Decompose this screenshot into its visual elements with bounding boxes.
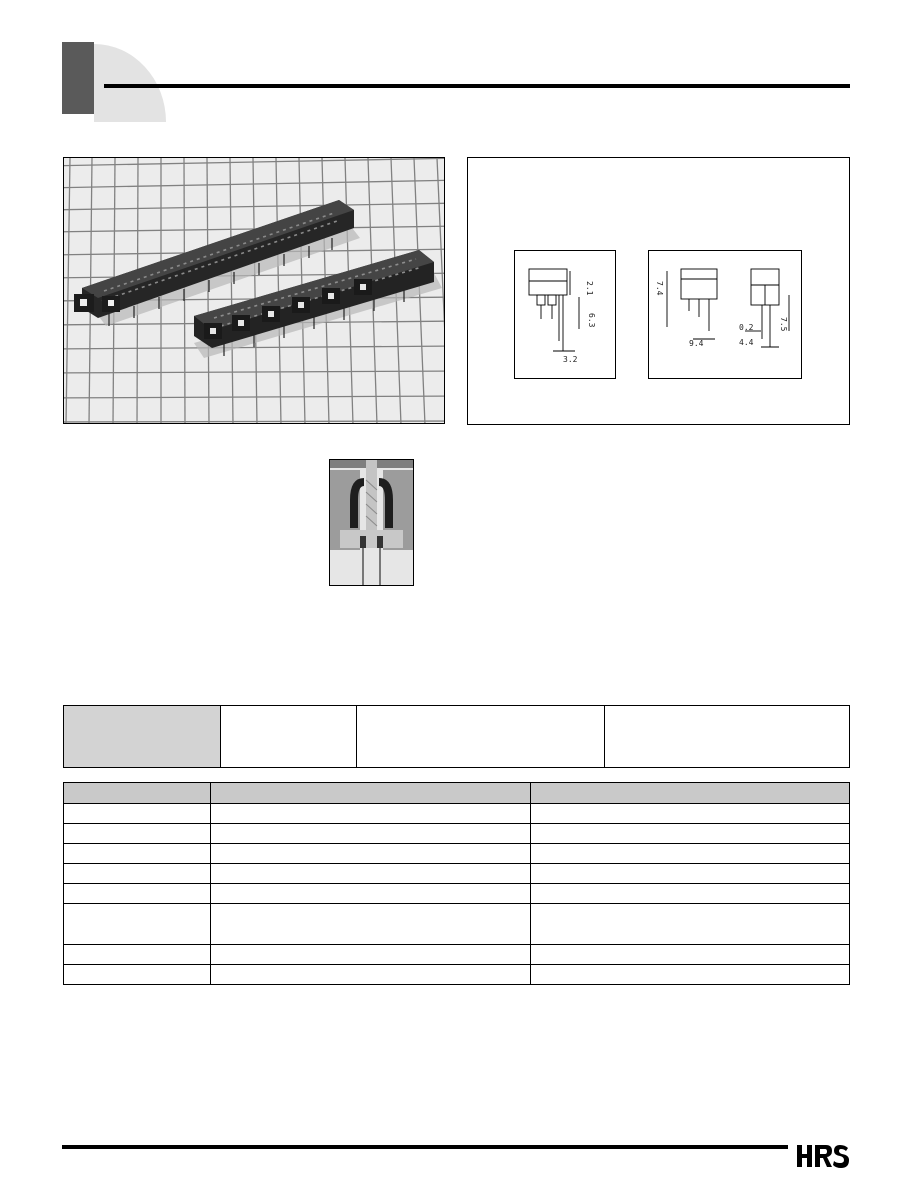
table-row [64,844,850,864]
table-cell [531,864,850,884]
table-cell [64,864,211,884]
contact-cross-section-photo [329,459,414,586]
column-header [64,783,211,804]
table-row [64,965,850,985]
table-cell [64,904,211,945]
table-cell [531,824,850,844]
table-cell [531,804,850,824]
spec-cell [357,706,605,768]
front-view-drawing [649,251,801,378]
product-photo [63,157,445,424]
header-rule [104,84,850,88]
footer-rule [62,1145,788,1149]
table-row [64,945,850,965]
table-row [64,864,850,884]
spec-cell [605,706,850,768]
table-cell [211,864,531,884]
table-cell [211,844,531,864]
table-row [64,804,850,824]
table-cell [531,965,850,985]
drawing-frame-side [514,250,616,379]
side-view-drawing [515,251,615,378]
drawing-frame-front [648,250,802,379]
dimension-drawing-panel [467,157,850,425]
table-cell [531,884,850,904]
table-header-row [64,783,850,804]
table-cell [211,904,531,945]
table-cell [211,945,531,965]
table-cell [64,824,211,844]
dimension-label: 7.5 [779,317,788,332]
table-cell [211,884,531,904]
table-cell [64,804,211,824]
table-cell [211,824,531,844]
hrs-logo [795,1139,851,1173]
dimension-label: 4.4 [739,338,754,347]
dimension-label: 0.2 [739,323,754,332]
dimension-label: 9.4 [689,339,704,348]
table-cell [531,904,850,945]
header-quarter-circle [94,44,166,122]
table-cell [64,945,211,965]
table-cell [64,965,211,985]
header-accent-block [62,42,94,114]
table-row [64,904,850,945]
table-row [64,824,850,844]
dimension-label: 3.2 [563,355,578,364]
column-header [211,783,531,804]
dimension-label: 6.3 [587,313,596,328]
table-row [64,884,850,904]
dimension-label: 7.4 [655,281,664,296]
table-cell [64,884,211,904]
cross-section-illustration [330,460,413,585]
table-cell [531,844,850,864]
table-cell [531,945,850,965]
data-table [63,782,850,985]
table-cell [211,965,531,985]
dimension-label: 2.1 [585,281,594,296]
table-cell [64,844,211,864]
connector-photo-illustration [64,158,445,424]
column-header [531,783,850,804]
spec-cell [221,706,357,768]
table-cell [211,804,531,824]
spec-cell [64,706,221,768]
spec-table [63,705,850,768]
